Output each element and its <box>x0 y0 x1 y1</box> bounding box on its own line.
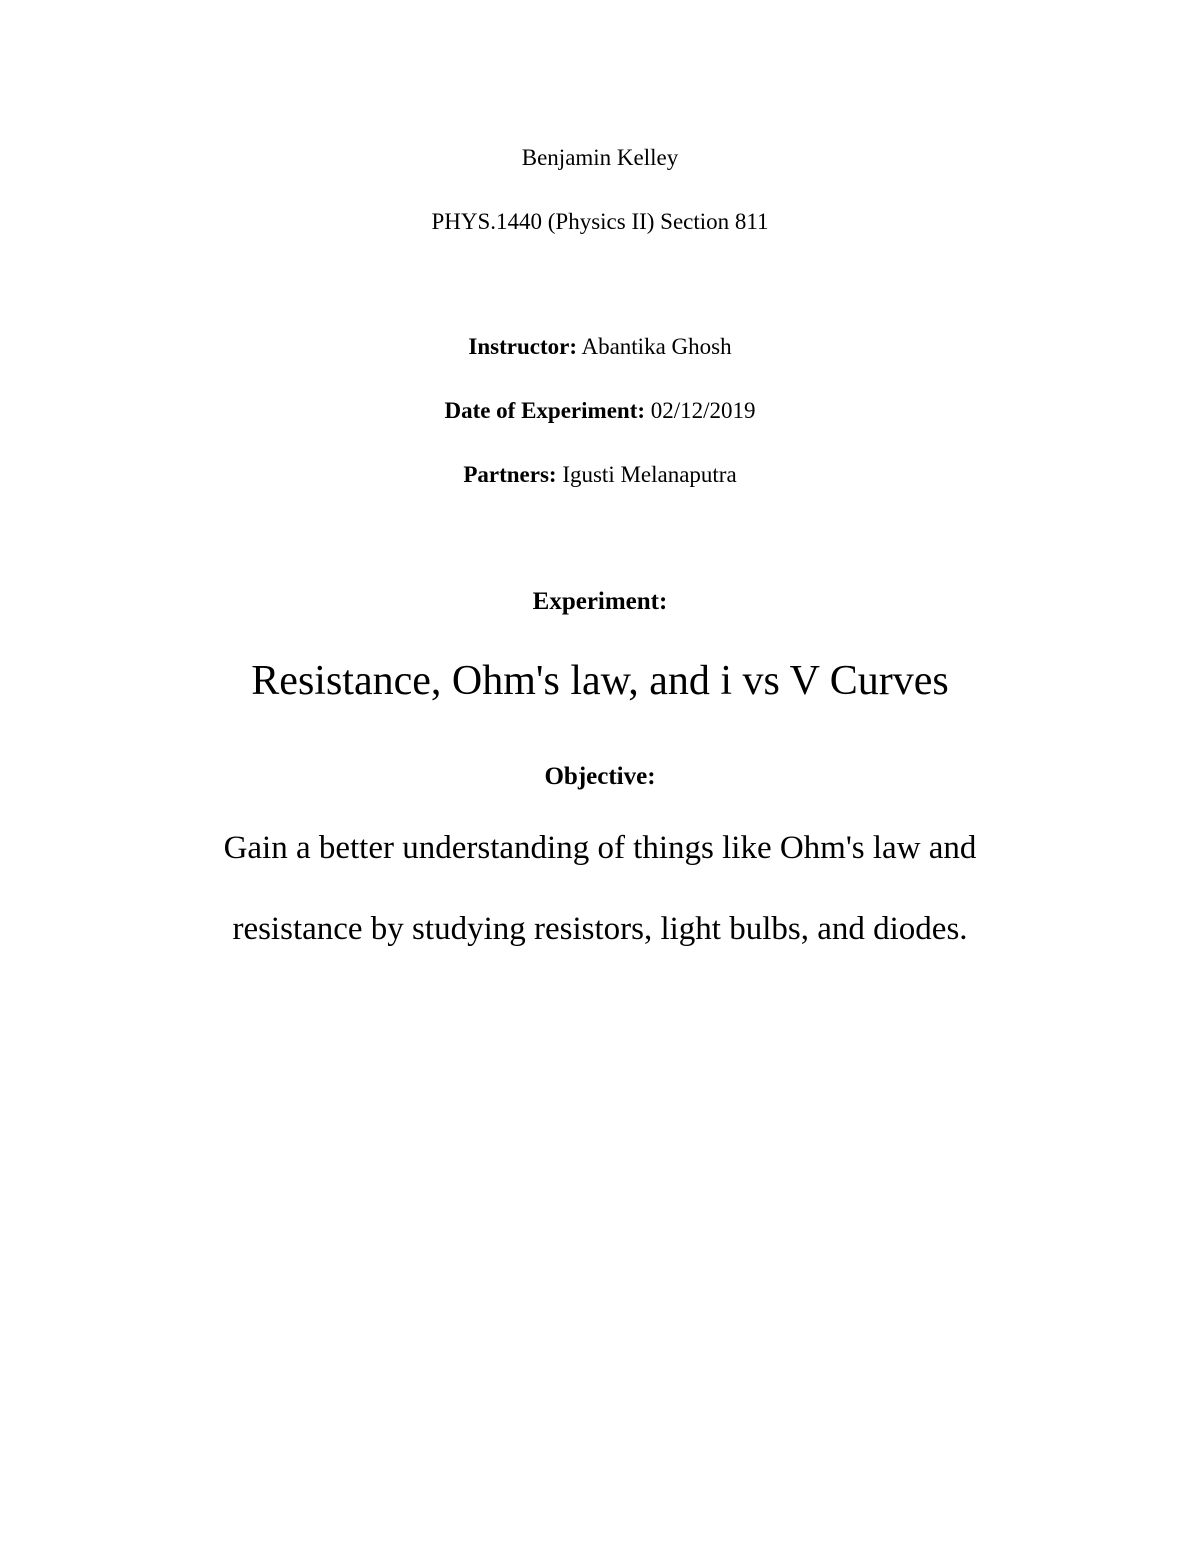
instructor-value: Abantika Ghosh <box>581 334 732 359</box>
partners-value: Igusti Melanaputra <box>562 462 737 487</box>
partners-line <box>0 460 1200 490</box>
date-value: 02/12/2019 <box>650 398 756 423</box>
instructor-label: Instructor: <box>468 334 577 359</box>
experiment-heading: Experiment: <box>532 588 668 615</box>
date-line <box>0 396 1200 426</box>
instructor-line <box>0 332 1200 362</box>
author-name: Benjamin Kelley <box>521 145 679 170</box>
course-info: PHYS.1440 (Physics II) Section 811 <box>431 209 769 234</box>
experiment-title: Resistance, Ohm's law, and i vs V Curves <box>251 658 949 704</box>
objective-line-2: resistance by studying resistors, light bulbs, and diodes. <box>232 911 968 947</box>
objective-line-1: Gain a better understanding of things like Ohm's law and <box>223 830 977 866</box>
partners-label: Partners: <box>463 462 557 487</box>
objective-heading: Objective: <box>544 763 656 790</box>
date-label: Date of Experiment: <box>444 398 646 423</box>
